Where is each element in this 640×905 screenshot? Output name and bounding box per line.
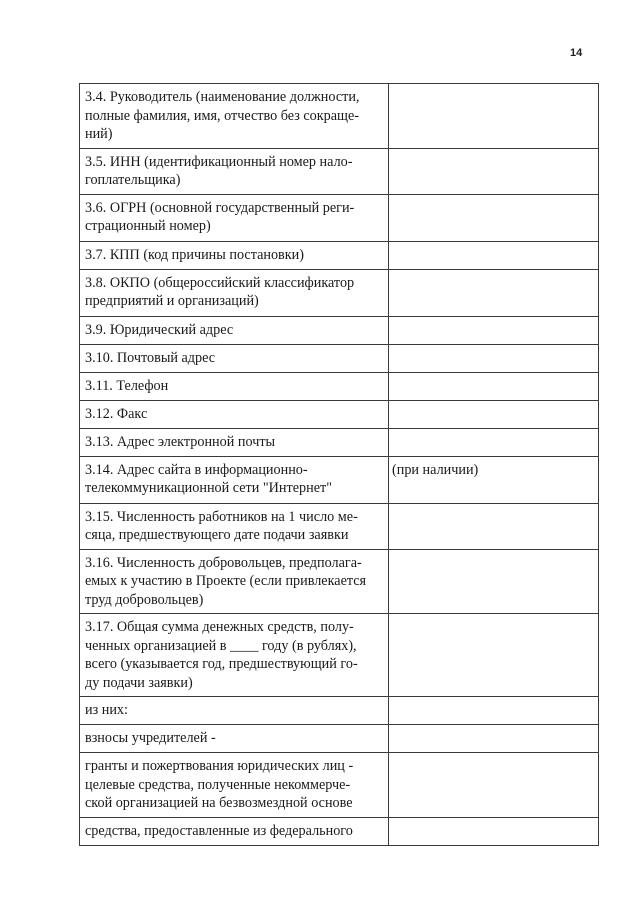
field-value-cell[interactable] — [389, 817, 599, 845]
field-label-line: 3.10. Почтовый адрес — [85, 349, 216, 366]
field-value-cell[interactable] — [389, 503, 599, 549]
field-label-line: всего (указывается год, предшествующий го- — [85, 656, 358, 672]
table-row — [80, 241, 599, 269]
field-label-line: ний) — [85, 126, 113, 142]
table-row — [80, 344, 599, 372]
field-label-cell — [80, 614, 389, 697]
table-row — [80, 456, 599, 503]
field-label-cell — [80, 817, 389, 845]
field-value-cell[interactable] — [389, 269, 599, 316]
field-label-line: труд добровольцев) — [85, 591, 204, 608]
field-label-line: целевые средства, полученные некоммерче- — [85, 776, 351, 793]
table-row — [80, 614, 599, 697]
field-value-cell[interactable] — [389, 316, 599, 344]
table-row — [80, 84, 599, 149]
field-value-cell[interactable] — [389, 372, 599, 400]
field-label-line: 3.17. Общая сумма денежных средств, полу- — [85, 619, 354, 635]
table-row — [80, 269, 599, 316]
field-label-line: из них: — [85, 702, 128, 718]
page-number: 14 — [570, 47, 583, 59]
field-value-cell[interactable] — [389, 725, 599, 753]
field-value-cell[interactable] — [389, 148, 599, 194]
field-label-cell — [80, 400, 389, 428]
field-value-cell[interactable] — [389, 614, 599, 697]
field-label-line: страционный номер) — [85, 218, 211, 234]
field-label-cell — [80, 372, 389, 400]
table-row — [80, 428, 599, 456]
field-label-line: 3.12. Факс — [85, 405, 148, 422]
field-label-line: 3.4. Руководитель (наименование должности, — [85, 89, 360, 105]
field-label-cell — [80, 316, 389, 344]
field-value-cell[interactable] — [389, 697, 599, 725]
field-value-cell[interactable] — [389, 241, 599, 269]
field-label-line: 3.13. Адрес электронной почты — [85, 433, 276, 450]
table-row — [80, 753, 599, 818]
field-label-line: ской организацией на безвозмездной основе — [85, 795, 353, 811]
field-value-cell[interactable] — [389, 344, 599, 372]
table-row — [80, 503, 599, 549]
field-label-line: 3.16. Численность добровольцев, предполага- — [85, 554, 362, 571]
field-label-line: телекоммуникационной сети "Интернет" — [85, 480, 332, 496]
table-row — [80, 194, 599, 241]
field-label-line: взносы учредителей - — [85, 730, 216, 746]
field-label-line: гоплательщика) — [85, 172, 181, 188]
field-label-line: сяца, предшествующего дате подачи заявки — [85, 527, 349, 543]
field-label-line: ду подачи заявки) — [85, 674, 193, 691]
field-label-cell — [80, 697, 389, 725]
field-label-line: гранты и пожертвования юридических лиц - — [85, 758, 354, 774]
field-label-line: полные фамилия, имя, отчество без сокраще- — [85, 107, 359, 124]
field-label-cell — [80, 269, 389, 316]
field-label-line: 3.8. ОКПО (общероссийский классификатор — [85, 274, 355, 291]
field-label-line: 3.11. Телефон — [85, 377, 169, 394]
field-label-line: 3.14. Адрес сайта в информационно- — [85, 461, 308, 478]
table-row — [80, 697, 599, 725]
field-value-cell[interactable] — [389, 194, 599, 241]
field-label-line: 3.5. ИНН (идентификационный номер нало- — [85, 153, 353, 170]
field-label-cell — [80, 428, 389, 456]
field-label-cell — [80, 549, 389, 614]
field-label-cell — [80, 503, 389, 549]
table-row — [80, 372, 599, 400]
field-label-cell — [80, 84, 389, 149]
organization-info-table — [79, 83, 599, 846]
field-label-cell — [80, 194, 389, 241]
table-row — [80, 400, 599, 428]
field-label-line: средства, предоставленные из федерального — [85, 822, 353, 839]
field-value-cell[interactable]: (при наличии) — [389, 456, 599, 503]
field-label-cell — [80, 725, 389, 753]
table-row — [80, 148, 599, 194]
field-label-cell — [80, 148, 389, 194]
field-label-cell — [80, 344, 389, 372]
field-value-cell[interactable] — [389, 428, 599, 456]
field-label-line: предприятий и организаций) — [85, 293, 259, 309]
table-row — [80, 316, 599, 344]
field-label-line: ченных организацией в ____ году (в рублях), — [85, 637, 357, 654]
field-label-line: 3.15. Численность работников на 1 число ме- — [85, 508, 358, 525]
field-label-cell — [80, 456, 389, 503]
table-row — [80, 549, 599, 614]
field-label-line: 3.7. КПП (код причины постановки) — [85, 246, 304, 263]
field-label-cell — [80, 241, 389, 269]
field-value-cell[interactable] — [389, 84, 599, 149]
field-value-cell[interactable] — [389, 753, 599, 818]
field-value-cell[interactable] — [389, 400, 599, 428]
field-label-line: емых к участию в Проекте (если привлекается — [85, 573, 367, 589]
table-row — [80, 817, 599, 845]
field-label-cell — [80, 753, 389, 818]
field-value-cell[interactable] — [389, 549, 599, 614]
field-label-line: 3.6. ОГРН (основной государственный реги- — [85, 199, 355, 216]
table-row — [80, 725, 599, 753]
field-label-line: 3.9. Юридический адрес — [85, 321, 234, 338]
